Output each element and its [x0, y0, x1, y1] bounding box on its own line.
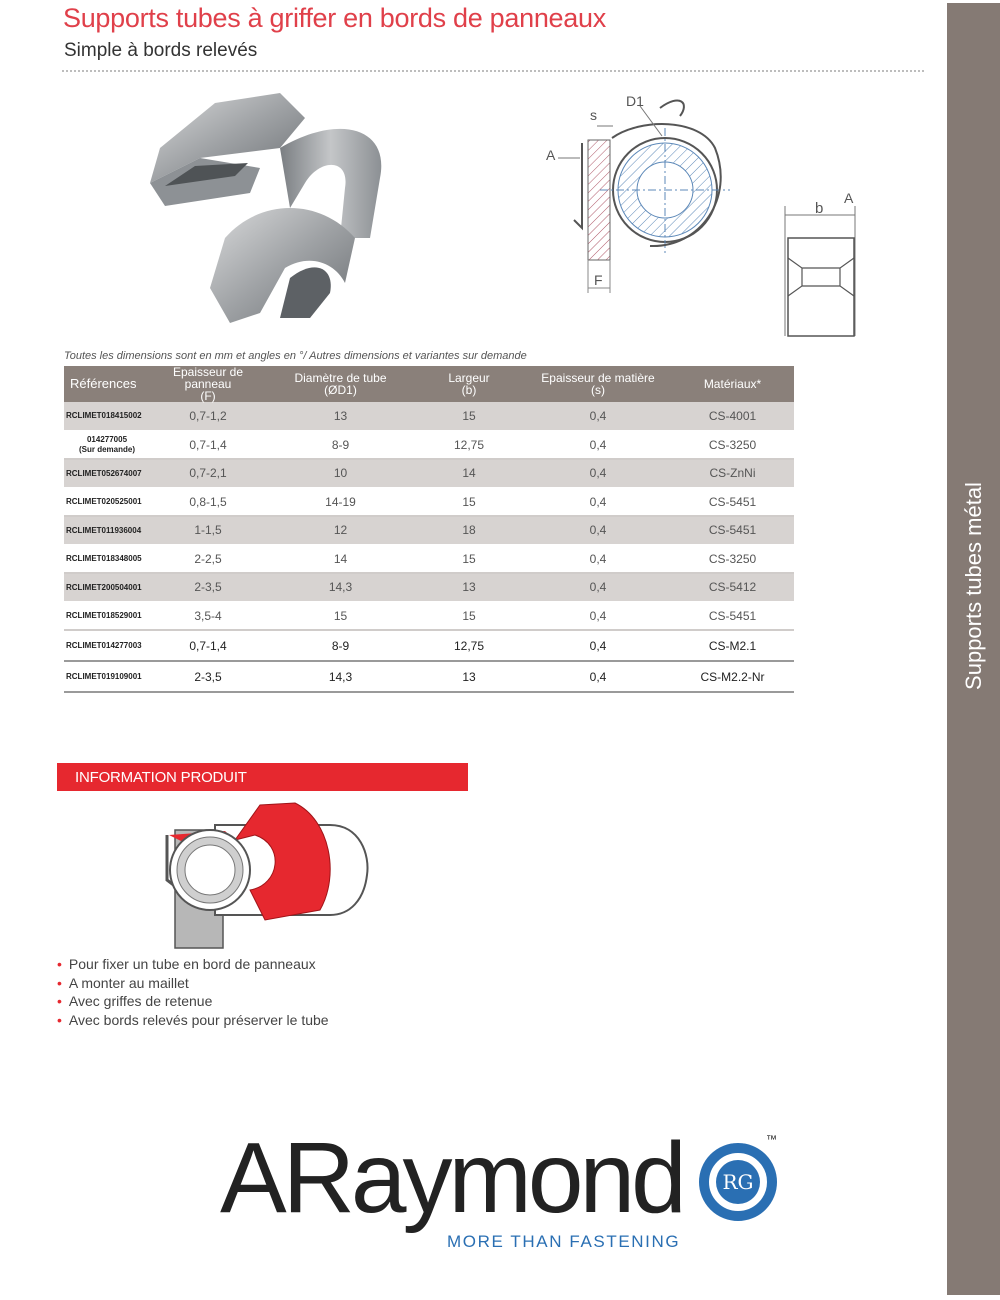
column-header-materials: Matériaux*	[671, 366, 794, 402]
cell-panel-thickness: 0,8-1,5	[148, 488, 268, 517]
dimensions-note: Toutes les dimensions sont en mm et angles en °/ Autres dimensions et variantes sur demande	[64, 350, 527, 362]
cell-width: 14	[413, 459, 525, 488]
feature-item: • Avec griffes de retenue	[57, 993, 213, 1009]
cell-material-thickness: 0,4	[525, 661, 671, 692]
cell-material-thickness: 0,4	[525, 431, 671, 460]
cell-width: 13	[413, 573, 525, 602]
cell-material-thickness: 0,4	[525, 516, 671, 545]
rg-monogram-icon	[698, 1142, 778, 1222]
table-row	[64, 402, 794, 431]
cell-panel-thickness: 2-2,5	[148, 545, 268, 574]
column-header-material-thickness: Epaisseur de matière (s)	[525, 366, 671, 402]
product-information-heading: INFORMATION PRODUIT	[75, 769, 247, 786]
cell-material: CS-3250	[671, 545, 794, 574]
cell-material-thickness: 0,4	[525, 602, 671, 631]
bullet-icon: •	[57, 956, 62, 972]
cell-material: CS-5451	[671, 488, 794, 517]
cell-reference: RCLIMET200504001	[64, 573, 148, 602]
table-header-row	[64, 366, 794, 402]
cell-reference: RCLIMET018415002	[64, 402, 148, 431]
cell-tube-diameter: 15	[268, 602, 413, 631]
table-row	[64, 431, 794, 460]
cell-reference: RCLIMET011936004	[64, 516, 148, 545]
dim-label-d1: D1	[626, 93, 644, 109]
column-header-panel-thickness: Epaisseur de panneau (F)	[148, 366, 268, 402]
trademark-symbol: ™	[766, 1134, 777, 1146]
technical-drawing	[540, 88, 865, 338]
cell-material: CS-4001	[671, 402, 794, 431]
feature-item: • Avec bords relevés pour préserver le tube	[57, 1011, 329, 1028]
cell-tube-diameter: 8-9	[268, 630, 413, 661]
cell-reference: RCLIMET014277003	[64, 630, 148, 661]
cell-material-thickness: 0,4	[525, 573, 671, 602]
column-header-tube-diameter: Diamètre de tube (ØD1)	[268, 366, 413, 402]
cell-panel-thickness: 0,7-1,4	[148, 431, 268, 460]
cell-tube-diameter: 13	[268, 402, 413, 431]
cell-tube-diameter: 12	[268, 516, 413, 545]
cell-width: 12,75	[413, 630, 525, 661]
table-row	[64, 545, 794, 574]
cell-material: CS-M2.2-Nr	[671, 661, 794, 692]
clip-product-photo	[140, 88, 430, 328]
cell-material: CS-5451	[671, 602, 794, 631]
column-header-references: Références	[64, 366, 148, 402]
cell-panel-thickness: 0,7-1,4	[148, 630, 268, 661]
table-row	[64, 630, 794, 661]
cell-tube-diameter: 14-19	[268, 488, 413, 517]
cell-reference: 014277005 (Sur demande)	[64, 431, 148, 460]
cell-material: CS-ZnNi	[671, 459, 794, 488]
cell-material-thickness: 0,4	[525, 459, 671, 488]
cell-material: CS-5451	[671, 516, 794, 545]
clip-on-tube-illustration	[155, 795, 370, 955]
product-information-banner	[57, 763, 468, 791]
cell-reference: RCLIMET018529001	[64, 602, 148, 631]
cell-panel-thickness: 0,7-1,2	[148, 402, 268, 431]
cell-panel-thickness: 2-3,5	[148, 573, 268, 602]
bullet-icon: •	[57, 1011, 62, 1028]
cell-panel-thickness: 3,5-4	[148, 602, 268, 631]
table-row	[64, 459, 794, 488]
cell-material-thickness: 0,4	[525, 488, 671, 517]
dim-label-f: F	[594, 272, 603, 288]
cell-tube-diameter: 14	[268, 545, 413, 574]
cell-material: CS-5412	[671, 573, 794, 602]
dotted-divider	[62, 70, 924, 72]
page-title: Supports tubes à griffer en bords de panneaux	[63, 3, 606, 33]
cell-reference: RCLIMET052674007	[64, 459, 148, 488]
cell-width: 18	[413, 516, 525, 545]
bullet-icon: •	[57, 993, 62, 1009]
table-row	[64, 573, 794, 602]
feature-item: • Pour fixer un tube en bord de panneaux	[57, 956, 316, 972]
bullet-icon: •	[57, 974, 62, 991]
cell-reference: RCLIMET020525001	[64, 488, 148, 517]
cell-material-thickness: 0,4	[525, 630, 671, 661]
cell-tube-diameter: 14,3	[268, 573, 413, 602]
logo-wordmark: ARaymond	[220, 1122, 683, 1234]
cell-tube-diameter: 10	[268, 459, 413, 488]
feature-list	[57, 955, 329, 1029]
cell-width: 12,75	[413, 431, 525, 460]
table-row	[64, 488, 794, 517]
cell-material: CS-3250	[671, 431, 794, 460]
cell-panel-thickness: 2-3,5	[148, 661, 268, 692]
table-row	[64, 602, 794, 631]
dim-label-a-right: A	[844, 190, 854, 206]
cell-panel-thickness: 0,7-2,1	[148, 459, 268, 488]
cell-width: 13	[413, 661, 525, 692]
cell-material: CS-M2.1	[671, 630, 794, 661]
cell-width: 15	[413, 602, 525, 631]
cell-reference: RCLIMET019109001	[64, 661, 148, 692]
table-row	[64, 516, 794, 545]
cell-tube-diameter: 8-9	[268, 431, 413, 460]
cell-material-thickness: 0,4	[525, 402, 671, 431]
cell-width: 15	[413, 488, 525, 517]
logo-monogram-text: RG	[722, 1170, 754, 1194]
dim-label-b: b	[815, 200, 824, 217]
cell-reference: RCLIMET018348005	[64, 545, 148, 574]
cell-panel-thickness: 1-1,5	[148, 516, 268, 545]
cell-width: 15	[413, 545, 525, 574]
cell-material-thickness: 0,4	[525, 545, 671, 574]
dim-label-a-left: A	[546, 147, 556, 163]
araymond-logo	[220, 1122, 800, 1258]
dim-label-s: s	[590, 107, 597, 123]
column-header-width: Largeur (b)	[413, 366, 525, 402]
cell-width: 15	[413, 402, 525, 431]
specifications-table	[64, 366, 794, 693]
table-row	[64, 661, 794, 692]
page-subtitle: Simple à bords relevés	[64, 40, 258, 61]
feature-item: • A monter au maillet	[57, 974, 189, 991]
cell-tube-diameter: 14,3	[268, 661, 413, 692]
side-category-label: Supports tubes métal	[961, 482, 986, 690]
logo-tagline: MORE THAN FASTENING	[447, 1232, 681, 1251]
